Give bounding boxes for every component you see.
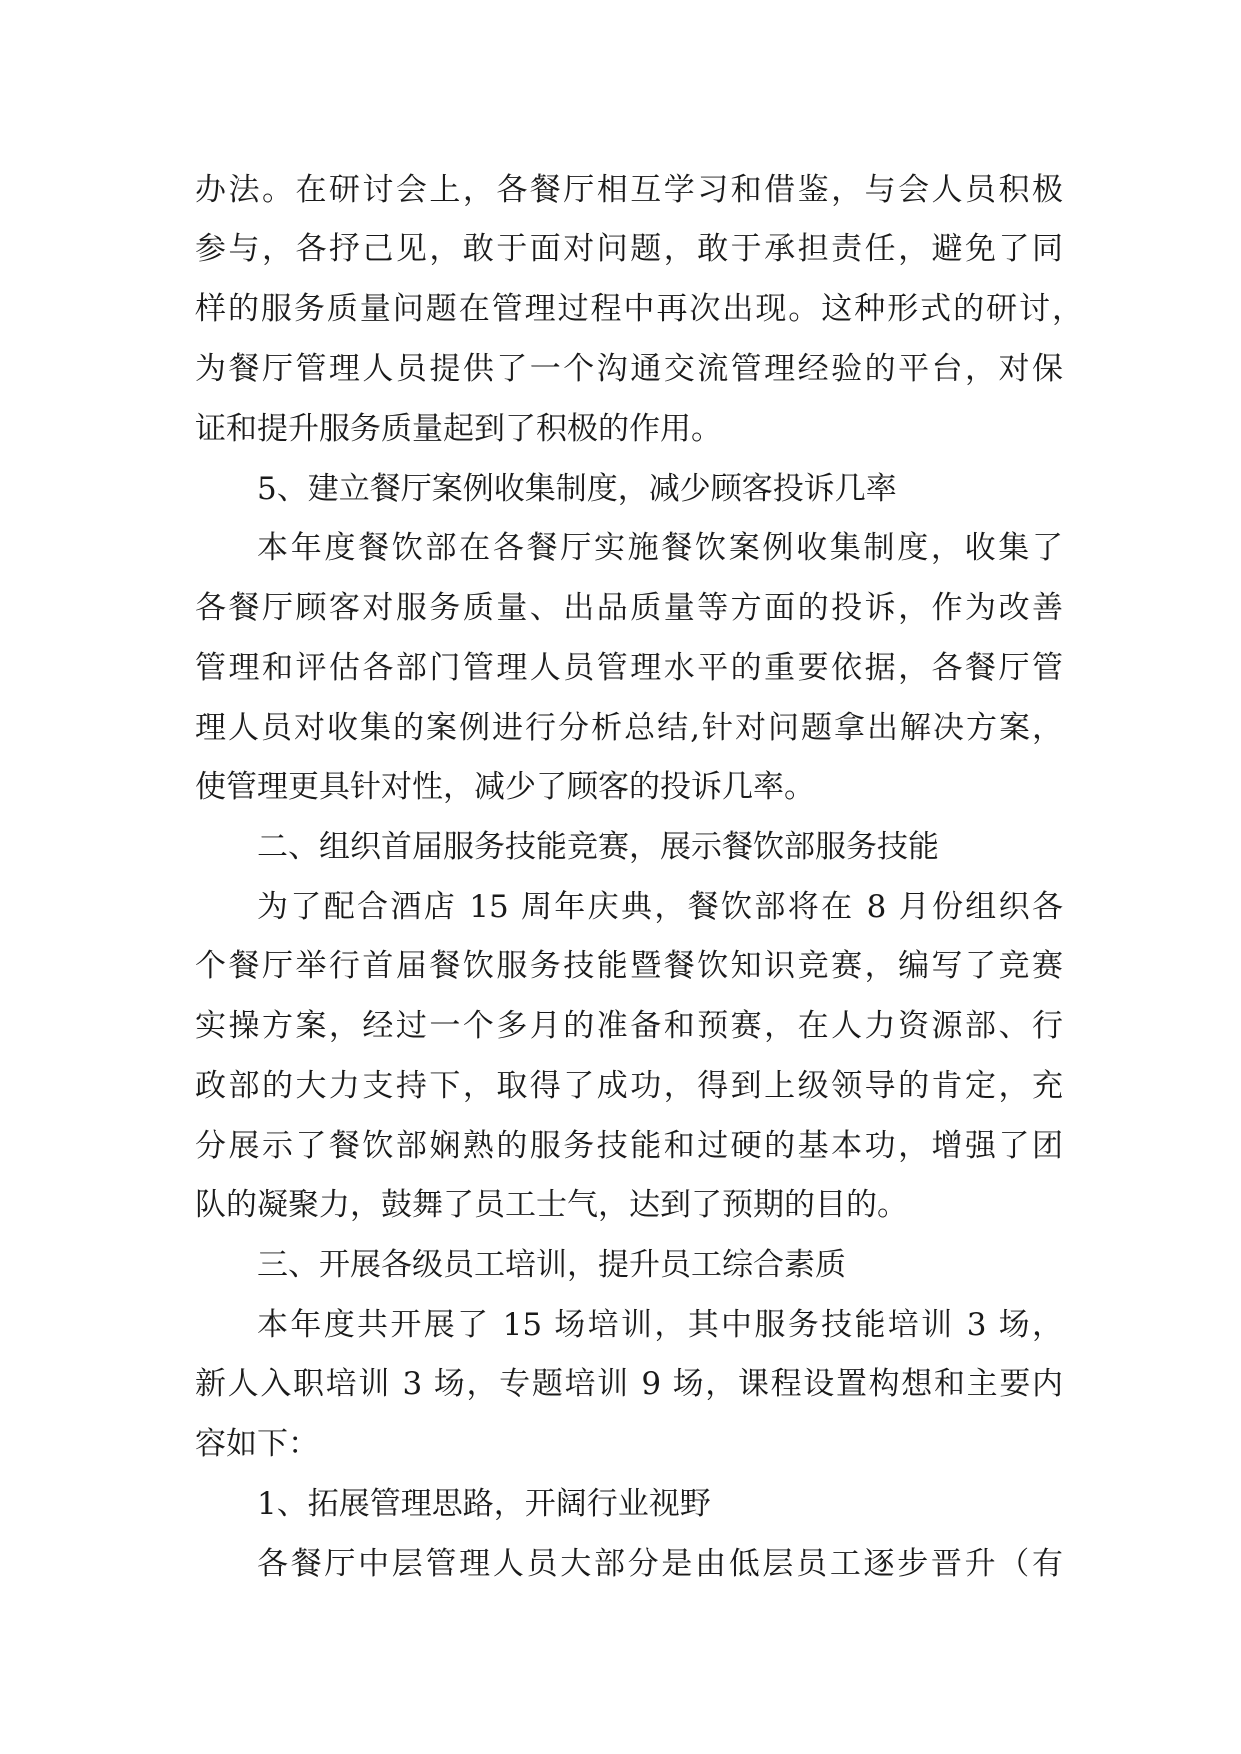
- paragraph-line: 实操方案，经过一个多月的准备和预赛，在人力资源部、行: [195, 1008, 1063, 1044]
- paragraph-line: 新人入职培训 3 场，专题培训 9 场，课程设置构想和主要内: [195, 1366, 1063, 1402]
- section-heading: 三、开展各级员工培训，提升员工综合素质: [257, 1247, 846, 1283]
- paragraph-line: 样的服务质量问题在管理过程中再次出现。这种形式的研讨，: [195, 291, 1083, 327]
- paragraph-line: 分展示了餐饮部娴熟的服务技能和过硬的基本功，增强了团: [195, 1128, 1063, 1164]
- paragraph-line: 理人员对收集的案例进行分析总结,针对问题拿出解决方案，: [195, 710, 1063, 746]
- paragraph-line: 证和提升服务质量起到了积极的作用。: [195, 411, 722, 447]
- paragraph-line: 管理和评估各部门管理人员管理水平的重要依据，各餐厅管: [195, 650, 1063, 686]
- paragraph-line: 本年度餐饮部在各餐厅实施餐饮案例收集制度，收集了: [257, 530, 1063, 566]
- paragraph-line: 各餐厅中层管理人员大部分是由低层员工逐步晋升（有: [257, 1546, 1063, 1582]
- paragraph-line: 本年度共开展了 15 场培训，其中服务技能培训 3 场，: [257, 1307, 1063, 1343]
- section-heading: 5、建立餐厅案例收集制度，减少顾客投诉几率: [257, 471, 897, 507]
- paragraph-line: 政部的大力支持下，取得了成功，得到上级领导的肯定，充: [195, 1068, 1063, 1104]
- section-heading: 1、拓展管理思路，开阔行业视野: [257, 1486, 711, 1522]
- paragraph-line: 容如下：: [195, 1426, 319, 1462]
- paragraph-line: 各餐厅顾客对服务质量、出品质量等方面的投诉，作为改善: [195, 590, 1063, 626]
- paragraph-line: 个餐厅举行首届餐饮服务技能暨餐饮知识竞赛，编写了竞赛: [195, 948, 1063, 984]
- paragraph-line: 队的凝聚力，鼓舞了员工士气，达到了预期的目的。: [195, 1187, 908, 1223]
- paragraph-line: 为了配合酒店 15 周年庆典，餐饮部将在 8 月份组织各: [257, 889, 1063, 925]
- paragraph-line: 使管理更具针对性，减少了顾客的投诉几率。: [195, 769, 815, 805]
- paragraph-line: 参与，各抒己见，敢于面对问题，敢于承担责任，避免了同: [195, 231, 1063, 267]
- paragraph-line: 为餐厅管理人员提供了一个沟通交流管理经验的平台，对保: [195, 351, 1063, 387]
- paragraph-line: 办法。在研讨会上，各餐厅相互学习和借鉴，与会人员积极: [195, 172, 1063, 208]
- section-heading: 二、组织首届服务技能竞赛，展示餐饮部服务技能: [257, 829, 939, 865]
